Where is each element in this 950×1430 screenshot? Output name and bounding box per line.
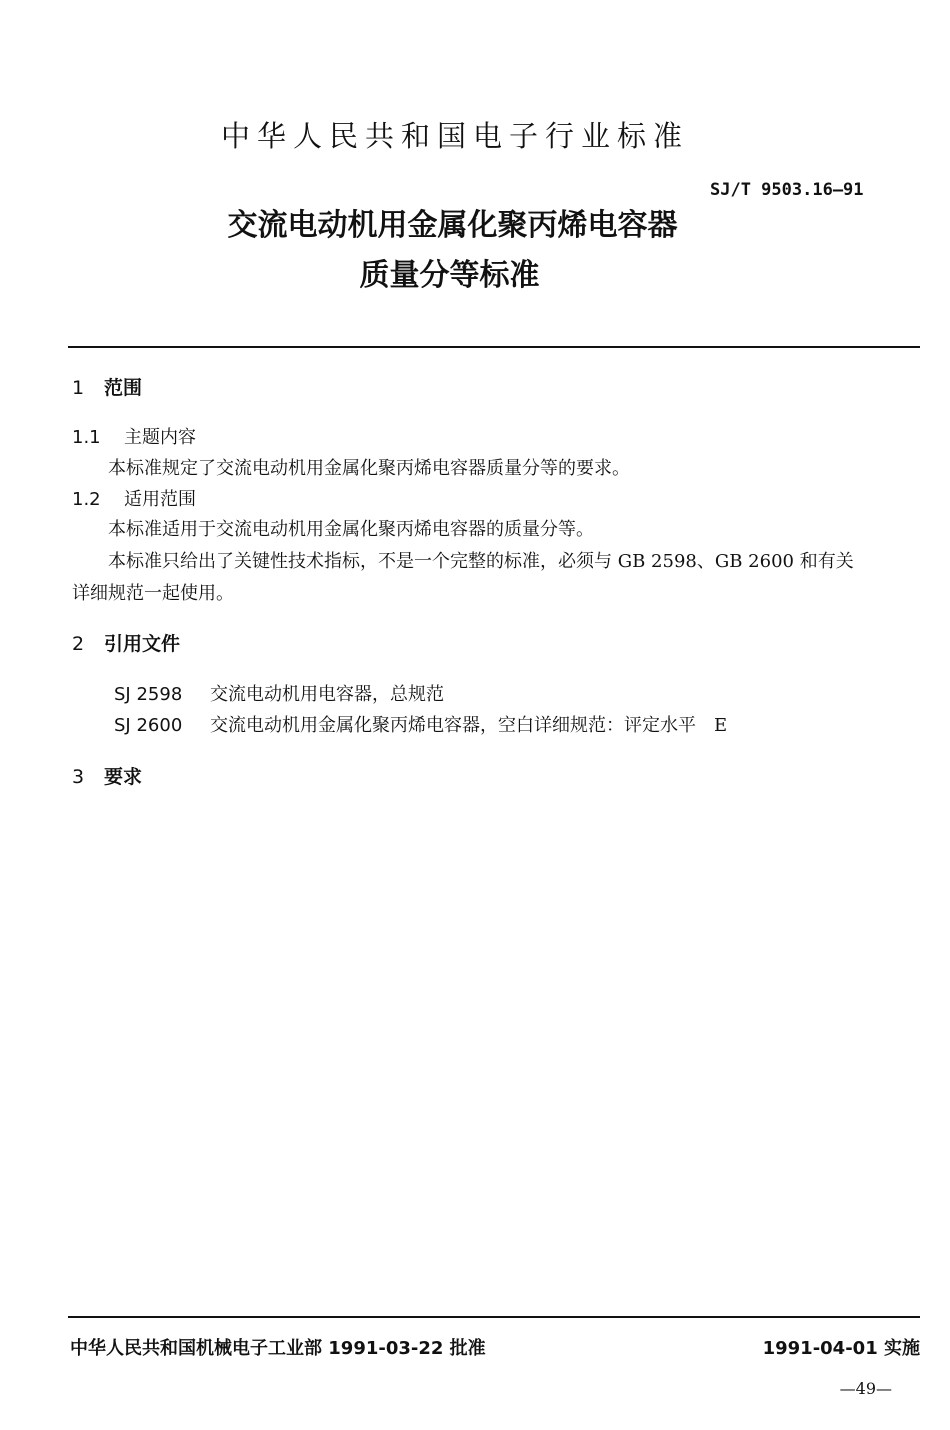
- reference-title: 交流电动机用金属化聚丙烯电容器，空白详细规范：评定水平 E: [210, 715, 728, 736]
- subsection-1-2-text-2b: 详细规范一起使用。: [72, 583, 234, 604]
- subsection-number: 1.2: [72, 489, 101, 510]
- top-divider: [68, 346, 920, 348]
- subsection-number: 1.1: [72, 427, 101, 448]
- section-title: 要求: [104, 766, 143, 788]
- subsection-1-1-heading: [72, 423, 196, 449]
- section-title: 范围: [104, 377, 143, 399]
- reference-code: SJ 2600: [114, 715, 183, 736]
- implementation-date: 1991-04-01 实施: [762, 1338, 920, 1359]
- section-1-heading: [72, 373, 142, 400]
- section-number: 2: [72, 633, 85, 655]
- subsection-1-2-text-1: 本标准适用于交流电动机用金属化聚丙烯电容器的质量分等。: [108, 519, 594, 540]
- subsection-title: 主题内容: [124, 427, 196, 448]
- reference-title: 交流电动机用电容器，总规范: [210, 684, 444, 705]
- document-title-line-1: 交流电动机用金属化聚丙烯电容器: [227, 208, 678, 243]
- section-title: 引用文件: [104, 633, 181, 655]
- section-2-heading: [72, 629, 180, 656]
- reference-item: [114, 711, 727, 737]
- reference-item: [114, 680, 444, 706]
- ministry-standard-header: 中华人民共和国电子行业标准: [220, 119, 689, 153]
- subsection-title: 适用范围: [124, 489, 196, 510]
- document-title-line-2: 质量分等标准: [359, 258, 540, 293]
- subsection-1-1-text: 本标准规定了交流电动机用金属化聚丙烯电容器质量分等的要求。: [108, 458, 630, 479]
- subsection-1-2-text-2a: 本标准只给出了关键性技术指标，不是一个完整的标准，必须与 GB 2598、GB 2600 和有关: [108, 551, 854, 572]
- section-number: 1: [72, 377, 85, 399]
- page-number: —49—: [839, 1379, 892, 1398]
- reference-code: SJ 2598: [114, 684, 183, 705]
- section-number: 3: [72, 766, 85, 788]
- standard-code: SJ/T 9503.16—91: [710, 180, 864, 200]
- approval-line: 中华人民共和国机械电子工业部 1991-03-22 批准: [70, 1338, 486, 1359]
- bottom-divider: [68, 1316, 920, 1318]
- section-3-heading: [72, 762, 142, 789]
- subsection-1-2-heading: [72, 485, 196, 511]
